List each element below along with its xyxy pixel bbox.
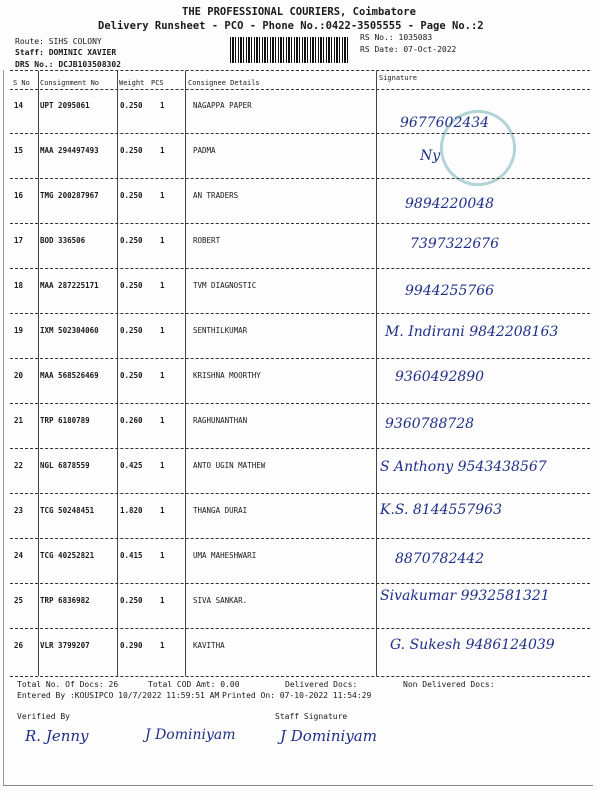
row-sno: 24 <box>14 551 24 560</box>
row-consignee: TVM DIAGNOSTIC <box>193 281 257 290</box>
col-signature: Signature <box>379 74 417 82</box>
row-sno: 26 <box>14 641 24 650</box>
row-sno: 19 <box>14 326 24 335</box>
row-sno: 22 <box>14 461 24 470</box>
row-pcs: 1 <box>160 281 165 290</box>
row-consignee: KAVITHA <box>193 641 225 650</box>
row-pcs: 1 <box>160 326 165 335</box>
row-separator <box>10 448 590 449</box>
row-pcs: 1 <box>160 506 165 515</box>
delivery-stamp <box>429 99 526 196</box>
non-delivered-docs: Non Delivered Docs: <box>403 680 495 689</box>
row-weight: 0.415 <box>120 551 143 560</box>
printed-on: Printed On: 07-10-2022 11:54:29 <box>222 691 372 700</box>
runsheet-subtitle: Delivery Runsheet - PCO - Phone No.:0422-3505555 - Page No.:2 <box>98 20 484 32</box>
row-sno: 16 <box>14 191 24 200</box>
row-separator <box>10 133 590 134</box>
row-consignment-no: NGL 6878559 <box>40 461 90 470</box>
row-consignee: THANGA DURAI <box>193 506 248 515</box>
row-consignee: AN TRADERS <box>193 191 239 200</box>
row-weight: 0.425 <box>120 461 143 470</box>
col-divider <box>117 71 118 676</box>
row-pcs: 1 <box>160 146 165 155</box>
col-weight: Weight <box>119 79 145 87</box>
staff: Staff: DOMINIC XAVIER <box>15 48 117 57</box>
row-separator <box>10 403 590 404</box>
row-consignee: SENTHILKUMAR <box>193 326 248 335</box>
row-signature: 9944255766 <box>405 283 495 299</box>
row-consignment-no: TRP 6836982 <box>40 596 90 605</box>
row-weight: 0.250 <box>120 281 143 290</box>
row-separator <box>10 268 590 269</box>
entered-by: Entered By :KOUSIPCO 10/7/2022 11:59:51 AM <box>17 691 220 700</box>
row-signature: G. Sukesh 9486124039 <box>390 637 555 653</box>
row-consignee: KRISHNA MOORTHY <box>193 371 261 380</box>
row-separator <box>10 628 590 629</box>
row-pcs: 1 <box>160 371 165 380</box>
row-weight: 0.250 <box>120 191 143 200</box>
row-sno: 15 <box>14 146 24 155</box>
row-separator <box>10 178 590 179</box>
row-weight: 0.250 <box>120 326 143 335</box>
row-consignment-no: TRP 6180789 <box>40 416 90 425</box>
row-consignment-no: MAA 294497493 <box>40 146 99 155</box>
row-consignee: ROBERT <box>193 236 221 245</box>
row-weight: 0.290 <box>120 641 143 650</box>
row-sno: 14 <box>14 101 24 110</box>
rs-number: RS No.: 1035083 <box>360 33 433 42</box>
row-consignment-no: MAA 568526469 <box>40 371 99 380</box>
row-pcs: 1 <box>160 101 165 110</box>
col-consignee: Consignee Details <box>188 79 260 87</box>
row-separator <box>10 493 590 494</box>
row-signature: Ny <box>420 148 441 164</box>
col-divider <box>376 71 377 676</box>
row-weight: 1.820 <box>120 506 143 515</box>
row-sno: 21 <box>14 416 24 425</box>
row-consignee: RAGHUNANTHAN <box>193 416 248 425</box>
row-separator <box>10 538 590 539</box>
row-consignee: PADMA <box>193 146 216 155</box>
row-pcs: 1 <box>160 641 165 650</box>
row-pcs: 1 <box>160 551 165 560</box>
row-pcs: 1 <box>160 461 165 470</box>
staff-signature: J Dominiyam <box>280 727 377 745</box>
row-consignment-no: BOD 336506 <box>40 236 86 245</box>
row-consignment-no: TMG 200287967 <box>40 191 99 200</box>
col-consignment: Consignment No <box>40 79 100 87</box>
row-separator <box>10 358 590 359</box>
row-sno: 20 <box>14 371 24 380</box>
rs-date: RS Date: 07-Oct-2022 <box>360 45 457 54</box>
barcode <box>230 37 350 63</box>
row-pcs: 1 <box>160 416 165 425</box>
row-signature: M. Indirani 9842208163 <box>385 324 559 340</box>
row-signature: 9677602434 <box>400 115 490 131</box>
total-docs: Total No. Of Docs: 26 <box>17 680 119 689</box>
row-consignment-no: UPT 2095061 <box>40 101 90 110</box>
row-consignee: UMA MAHESHWARI <box>193 551 257 560</box>
verified-signature: R. Jenny <box>25 727 89 745</box>
row-consignment-no: TCG 40252821 <box>40 551 95 560</box>
row-sno: 18 <box>14 281 24 290</box>
incharge-signature: J Dominiyam <box>145 727 236 743</box>
row-pcs: 1 <box>160 191 165 200</box>
row-signature: 7397322676 <box>410 236 500 252</box>
row-separator <box>10 583 590 584</box>
col-divider <box>185 71 186 676</box>
row-weight: 0.250 <box>120 596 143 605</box>
delivered-docs: Delivered Docs: <box>285 680 358 689</box>
verified-by-label: Verified By <box>17 712 70 721</box>
table-header-rule <box>10 89 590 90</box>
row-signature: Sivakumar 9932581321 <box>380 588 550 604</box>
total-cod: Total COD Amt: 0.00 <box>148 680 240 689</box>
row-consignee: NAGAPPA PAPER <box>193 101 252 110</box>
drs-number: DRS No.: DCJB103508302 <box>15 60 121 69</box>
company-title: THE PROFESSIONAL COURIERS, Coimbatore <box>182 6 416 18</box>
col-sno: S No <box>13 79 30 87</box>
row-weight: 0.250 <box>120 101 143 110</box>
row-signature: S Anthony 9543438567 <box>380 459 547 475</box>
row-weight: 0.260 <box>120 416 143 425</box>
row-signature: 9894220048 <box>405 196 495 212</box>
row-weight: 0.250 <box>120 236 143 245</box>
row-separator <box>10 313 590 314</box>
page-border-left <box>3 70 4 785</box>
row-sno: 17 <box>14 236 24 245</box>
row-signature: 9360492890 <box>395 369 485 385</box>
row-signature: K.S. 8144557963 <box>380 502 502 518</box>
col-pcs: PCS <box>151 79 164 87</box>
table-bottom-rule <box>10 676 590 677</box>
row-consignment-no: MAA 287225171 <box>40 281 99 290</box>
row-signature: 9360788728 <box>385 416 475 432</box>
col-divider <box>38 71 39 676</box>
row-consignee: ANTO UGIN MATHEW <box>193 461 266 470</box>
row-pcs: 1 <box>160 596 165 605</box>
row-consignment-no: TCG 50248451 <box>40 506 95 515</box>
table-top-rule <box>10 70 590 71</box>
staff-signature-label: Staff Signature <box>275 712 348 721</box>
row-consignment-no: VLR 3799207 <box>40 641 90 650</box>
row-separator <box>10 223 590 224</box>
row-sno: 25 <box>14 596 24 605</box>
row-weight: 0.250 <box>120 371 143 380</box>
row-weight: 0.250 <box>120 146 143 155</box>
row-signature: 8870782442 <box>395 551 485 567</box>
page-border-bottom <box>3 785 593 786</box>
row-consignee: SIVA SANKAR. <box>193 596 248 605</box>
row-pcs: 1 <box>160 236 165 245</box>
row-sno: 23 <box>14 506 24 515</box>
row-consignment-no: IXM 502304060 <box>40 326 99 335</box>
route: Route: SIHS COLONY <box>15 37 102 46</box>
